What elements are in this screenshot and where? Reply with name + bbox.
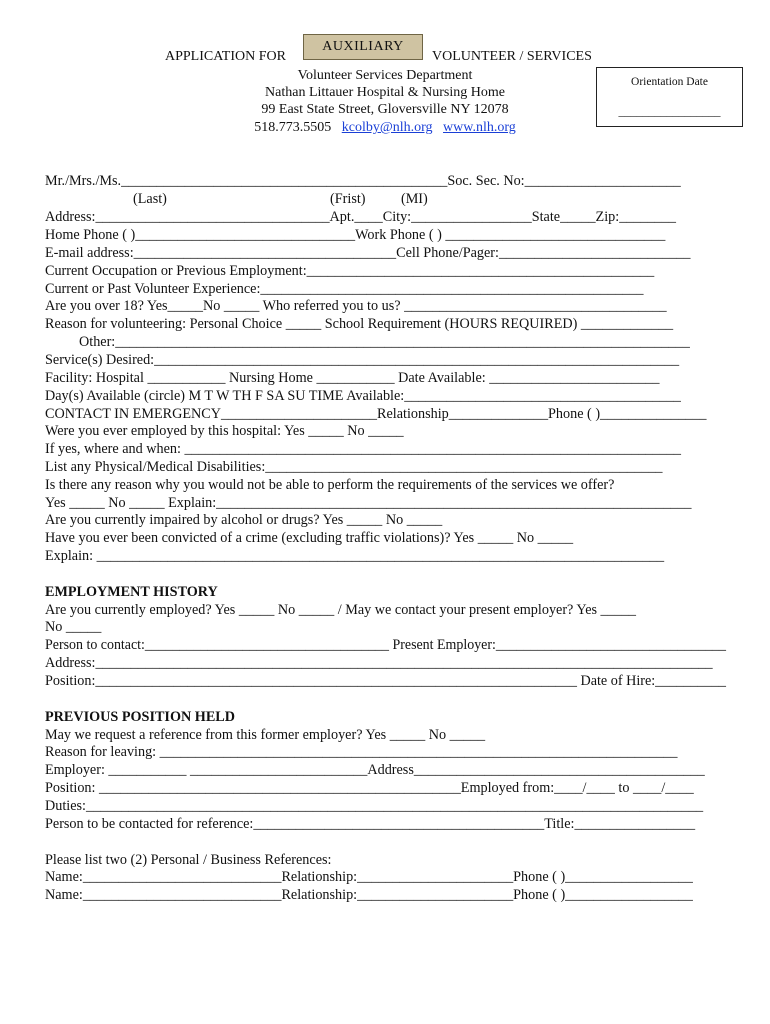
emergency-contact-line[interactable]: CONTACT IN EMERGENCY______________________Relationship______________Phone ( )_______________ (45, 406, 707, 422)
facility-line[interactable]: Facility: Hospital ___________ Nursing Home ___________ Date Available: ________________________ (45, 370, 660, 386)
department-name: Volunteer Services Department (297, 68, 473, 83)
contact-employer-no-line[interactable]: No _____ (45, 619, 102, 635)
if-yes-line[interactable]: If yes, where and when: ______________________________________________________________________ (45, 441, 682, 457)
employed-hospital-line[interactable]: Were you ever employed by this hospital: Yes _____ No _____ (45, 423, 404, 439)
over-18-line[interactable]: Are you over 18? Yes_____No _____ Who referred you to us? _____________________________________ (45, 298, 667, 314)
reference-person-line[interactable]: Person to be contacted for reference:_________________________________________Title:_________________ (45, 816, 696, 832)
website-link[interactable]: www.nlh.org (443, 120, 516, 135)
disabilities-line[interactable]: List any Physical/Medical Disabilities:________________________________________________________ (45, 459, 663, 475)
hospital-name: Nathan Littauer Hospital & Nursing Home (265, 85, 505, 100)
employer-address-line[interactable]: Address:_______________________________________________________________________________________ (45, 655, 713, 671)
references-intro: Please list two (2) Personal / Business References: (45, 852, 332, 868)
other-line[interactable]: Other:_________________________________________________________________________________ (79, 334, 690, 350)
position-line[interactable]: Position:____________________________________________________________________ Date of Hire:__________ (45, 673, 727, 689)
orientation-date-box (596, 67, 743, 127)
requirements-answer-line[interactable]: Yes _____ No _____ Explain:___________________________________________________________________ (45, 495, 692, 511)
email-link[interactable]: kcolby@nlh.org (341, 120, 433, 135)
orientation-date-label: Orientation Date (631, 76, 708, 88)
previous-employer-line[interactable]: Employer: ___________ _________________________Address_________________________________________ (45, 762, 705, 778)
contact-line (200, 119, 570, 136)
currently-employed-line[interactable]: Are you currently employed? Yes _____ No _____ / May we contact your present employer? Yes _____ (45, 602, 637, 618)
hospital-address: 99 East State Street, Gloversville NY 12078 (261, 102, 509, 117)
orientation-date-field[interactable]: _________________ (618, 104, 721, 118)
phone-number: 518.773.5505 (254, 120, 332, 135)
application-for-label: APPLICATION FOR (165, 49, 286, 64)
previous-position-title: PREVIOUS POSITION HELD (45, 709, 235, 725)
duties-line[interactable]: Duties:_______________________________________________________________________________________ (45, 798, 704, 814)
reference-2-line[interactable]: Name:____________________________Relationship:______________________Phone ( )__________________ (45, 887, 693, 903)
occupation-line[interactable]: Current Occupation or Previous Employment:_________________________________________________ (45, 263, 655, 279)
previous-position-line[interactable]: Position: ___________________________________________________Employed from:____/____ to ____/____ (45, 780, 694, 796)
name-sublabels: (Last) (Frist) (MI) (133, 191, 428, 207)
reason-leaving-line[interactable]: Reason for leaving: _________________________________________________________________________ (45, 744, 678, 760)
requirements-question: Is there any reason why you would not be able to perform the requirements of the services we offer? (45, 477, 615, 493)
email-line[interactable]: E-mail address:_____________________________________Cell Phone/Pager:___________________________ (45, 245, 691, 261)
volunteer-experience-line[interactable]: Current or Past Volunteer Experience:______________________________________________________ (45, 281, 644, 297)
days-available-line[interactable]: Day(s) Available (circle) M T W TH F SA SU TIME Available:_______________________________________ (45, 388, 681, 404)
home-phone-line[interactable]: Home Phone ( )_______________________________Work Phone ( ) _______________________________ (45, 227, 666, 243)
employment-history-title: EMPLOYMENT HISTORY (45, 584, 218, 600)
services-line[interactable]: Service(s) Desired:__________________________________________________________________________ (45, 352, 680, 368)
person-to-contact-line[interactable]: Person to contact:___________________________________ Present Employer:_________________________________ (45, 637, 727, 653)
volunteer-services-label: VOLUNTEER / SERVICES (432, 49, 592, 64)
explain-line[interactable]: Explain: ________________________________________________________________________________ (45, 548, 665, 564)
reference-request-line[interactable]: May we request a reference from this former employer? Yes _____ No _____ (45, 727, 486, 743)
impaired-line[interactable]: Are you currently impaired by alcohol or drugs? Yes _____ No _____ (45, 512, 443, 528)
name-line[interactable]: Mr./Mrs./Ms.______________________________________________Soc. Sec. No:______________________ (45, 173, 681, 189)
reason-line[interactable]: Reason for volunteering: Personal Choice _____ School Requirement (HOURS REQUIRED) _____________ (45, 316, 674, 332)
reference-1-line[interactable]: Name:____________________________Relationship:______________________Phone ( )__________________ (45, 869, 693, 885)
auxiliary-box: AUXILIARY (303, 34, 423, 60)
address-line[interactable]: Address:_________________________________Apt.____City:_________________State_____Zip:________ (45, 209, 676, 225)
convicted-line[interactable]: Have you ever been convicted of a crime (excluding traffic violations)? Yes _____ No _____ (45, 530, 574, 546)
